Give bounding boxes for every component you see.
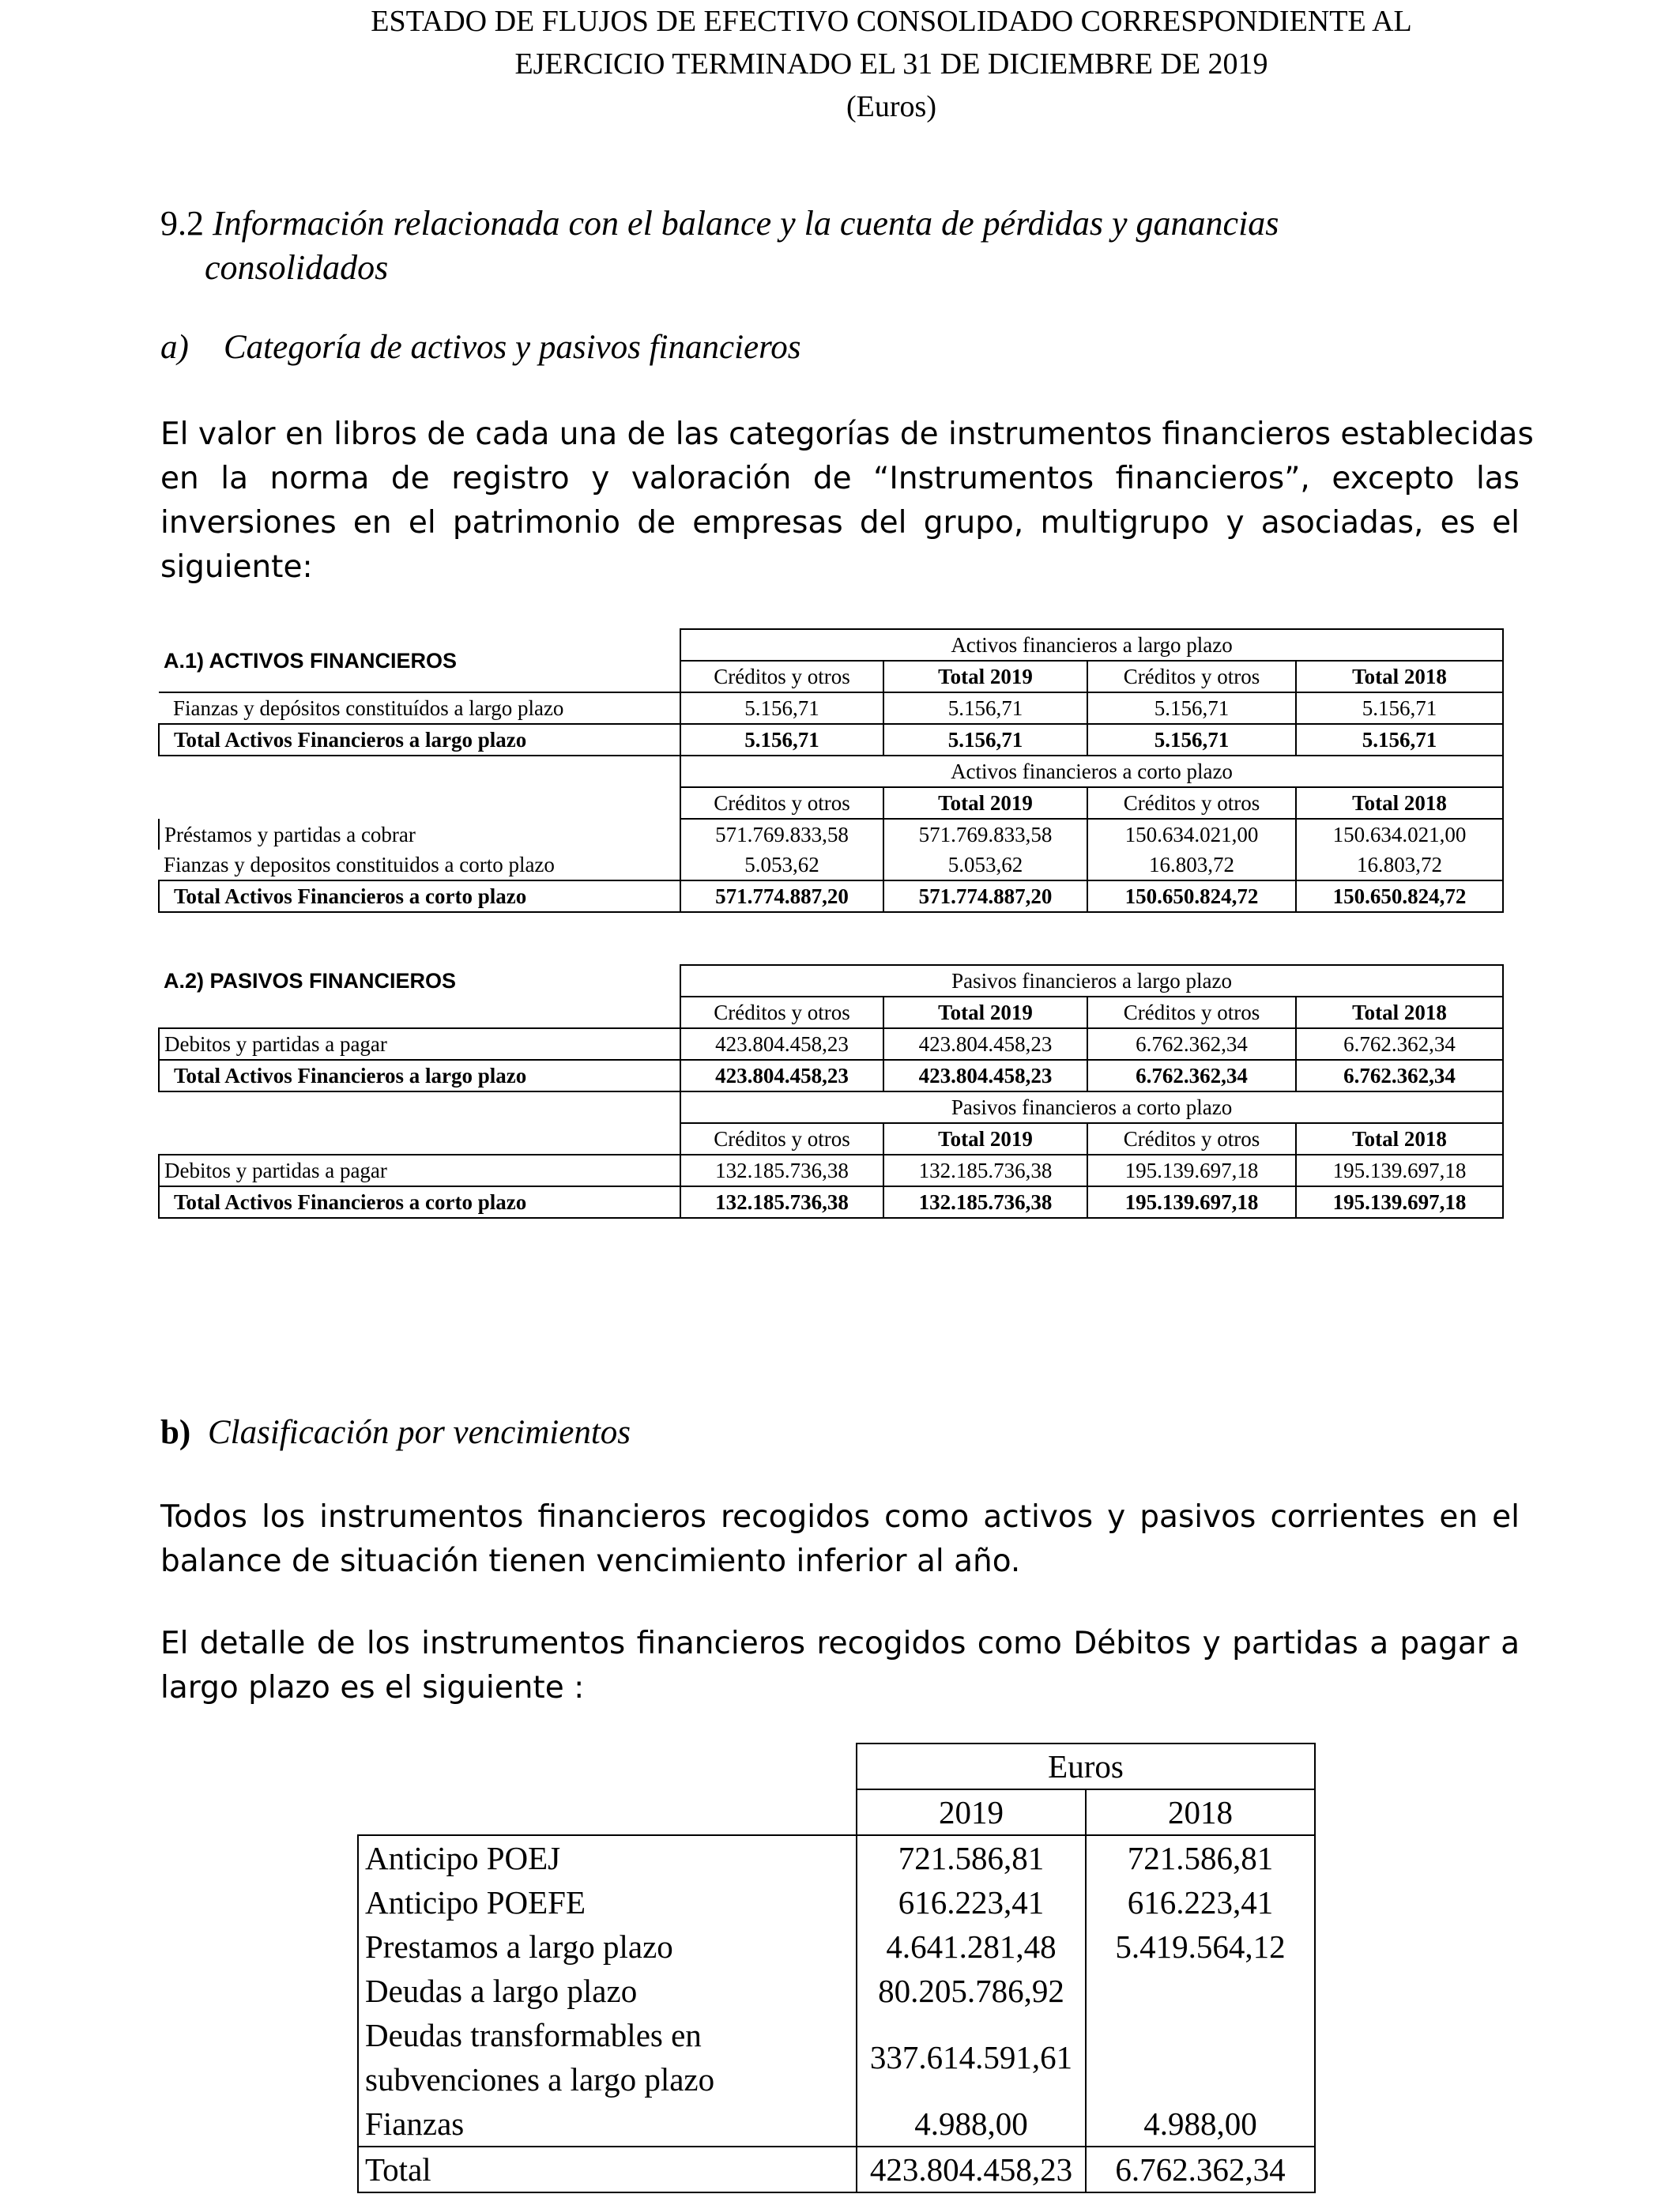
- cell-value: 195.139.697,18: [1296, 1155, 1503, 1186]
- cell-value: 5.053,62: [680, 850, 883, 880]
- cell-value: 423.804.458,23: [883, 1060, 1087, 1091]
- cell-value: 571.774.887,20: [680, 880, 883, 912]
- cell-value: 4.988,00: [1086, 2102, 1315, 2147]
- col-header: Créditos y otros: [680, 997, 883, 1028]
- pasivos-caption: A.2) PASIVOS FINANCIEROS: [164, 969, 457, 993]
- table-row: [358, 1789, 1315, 1835]
- col-header: Total 2019: [883, 1123, 1087, 1155]
- page-header: [0, 0, 1680, 128]
- col-header: Créditos y otros: [1087, 997, 1296, 1028]
- subsection-b-label: b): [160, 1414, 191, 1451]
- cell-value: 5.156,71: [1296, 724, 1503, 756]
- intro-line: en la norma de registro y valoración de “Instrumentos financieros”, excepto las: [160, 461, 1520, 496]
- row-total-label: Total Activos Financieros a corto plazo: [159, 1186, 680, 1218]
- paragraph-line: largo plazo es el siguiente :: [160, 1670, 585, 1706]
- row-label: Anticipo POEFE: [358, 1880, 857, 1924]
- table-row: [159, 1186, 1503, 1218]
- subsection-b-text: Clasificación por vencimientos: [208, 1414, 631, 1451]
- cell-value: 5.156,71: [680, 692, 883, 724]
- table-row: [358, 2102, 1315, 2147]
- activos-cp-header: Activos financieros a corto plazo: [680, 756, 1503, 787]
- header-line-1: ESTADO DE FLUJOS DE EFECTIVO CONSOLIDADO CORRESPONDIENTE AL: [371, 5, 1412, 38]
- cell-value: 195.139.697,18: [1087, 1155, 1296, 1186]
- col-header: Total 2019: [883, 661, 1087, 692]
- cell-value: 5.156,71: [883, 692, 1087, 724]
- row-label: [358, 2013, 857, 2102]
- table-row: [159, 629, 1503, 661]
- cell-value: 150.650.824,72: [1087, 880, 1296, 912]
- cell-value: 4.641.281,48: [857, 1924, 1086, 1969]
- paragraph-line: El detalle de los instrumentos financieros recogidos como Débitos y partidas a pagar a: [160, 1626, 1520, 1661]
- table-row: [159, 1091, 1503, 1123]
- col-header: Total 2018: [1296, 1123, 1503, 1155]
- cell-value: 16.803,72: [1296, 850, 1503, 880]
- row-label: Préstamos y partidas a cobrar: [159, 819, 680, 850]
- table-row: [159, 965, 1503, 997]
- pasivos-lp-header: Pasivos financieros a largo plazo: [680, 965, 1503, 997]
- row-label: Debitos y partidas a pagar: [159, 1028, 680, 1060]
- cell-value: 721.586,81: [857, 1835, 1086, 1880]
- cell-value: 5.053,62: [883, 850, 1087, 880]
- header-line-3: (Euros): [846, 90, 936, 123]
- cell-value: 132.185.736,38: [680, 1155, 883, 1186]
- col-header: Créditos y otros: [1087, 661, 1296, 692]
- row-label-line: subvenciones a largo plazo: [365, 2061, 715, 2098]
- table-row: [159, 724, 1503, 756]
- cell-value: 195.139.697,18: [1296, 1186, 1503, 1218]
- table-row: [358, 2013, 1315, 2102]
- table-row: [358, 2147, 1315, 2192]
- intro-line: inversiones en el patrimonio de empresas del grupo, multigrupo y asociadas, es el: [160, 505, 1520, 541]
- year-header: 2018: [1086, 1789, 1315, 1835]
- col-header: Total 2019: [883, 997, 1087, 1028]
- paragraph-line: balance de situación tienen vencimiento inferior al año.: [160, 1544, 1021, 1579]
- subsection-a-title: [160, 326, 801, 370]
- activos-lp-header: Activos financieros a largo plazo: [680, 629, 1503, 661]
- table-row: [159, 756, 1503, 787]
- header-line-2: EJERCICIO TERMINADO EL 31 DE DICIEMBRE DE 2019: [514, 47, 1268, 81]
- row-label: Fianzas y depositos constituidos a corto plazo: [164, 853, 555, 876]
- row-label: Fianzas y depósitos constituídos a largo plazo: [159, 692, 680, 724]
- cell-value: [1086, 2013, 1315, 2102]
- cell-value: 132.185.736,38: [883, 1186, 1087, 1218]
- cell-value: 16.803,72: [1087, 850, 1296, 880]
- row-label-line: Deudas transformables en: [365, 2017, 702, 2053]
- cell-value: 423.804.458,23: [857, 2147, 1086, 2192]
- col-header: Total 2018: [1296, 661, 1503, 692]
- cell-value: 5.156,71: [1087, 692, 1296, 724]
- table-row: [358, 1835, 1315, 1880]
- cell-value: 5.156,71: [1296, 692, 1503, 724]
- cell-value: 6.762.362,34: [1087, 1060, 1296, 1091]
- section-number: 9.2: [160, 204, 204, 243]
- intro-line: El valor en libros de cada una de las categorías de instrumentos financieros establecidas: [160, 417, 1534, 452]
- cell-value: 337.614.591,61: [857, 2013, 1086, 2102]
- section-title-line-2: consolidados: [205, 248, 389, 287]
- cell-value: 5.156,71: [680, 724, 883, 756]
- col-header: Total 2018: [1296, 997, 1503, 1028]
- cell-value: 423.804.458,23: [680, 1060, 883, 1091]
- table-row: [159, 787, 1503, 819]
- cell-value: 150.634.021,00: [1087, 819, 1296, 850]
- cell-value: 423.804.458,23: [680, 1028, 883, 1060]
- cell-value: 6.762.362,34: [1296, 1028, 1503, 1060]
- col-header: Créditos y otros: [680, 787, 883, 819]
- row-label: Deudas a largo plazo: [358, 1969, 857, 2013]
- subsection-a-label: a): [160, 329, 189, 366]
- row-total-label: Total Activos Financieros a corto plazo: [159, 880, 680, 912]
- intro-line: siguiente:: [160, 549, 313, 585]
- pasivos-financieros-table: [158, 964, 1504, 1219]
- cell-value: 6.762.362,34: [1086, 2147, 1315, 2192]
- row-label: Prestamos a largo plazo: [358, 1924, 857, 1969]
- activos-financieros-table: [158, 628, 1504, 913]
- cell-value: 423.804.458,23: [883, 1028, 1087, 1060]
- col-header: Créditos y otros: [680, 661, 883, 692]
- cell-value: 616.223,41: [1086, 1880, 1315, 1924]
- table-row: [358, 1969, 1315, 2013]
- table-row: [159, 997, 1503, 1028]
- cell-value: 721.586,81: [1086, 1835, 1315, 1880]
- euros-header: Euros: [857, 1744, 1315, 1789]
- col-header: Créditos y otros: [680, 1123, 883, 1155]
- table-row: [159, 692, 1503, 724]
- col-header: Total 2018: [1296, 787, 1503, 819]
- table-row: [159, 1028, 1503, 1060]
- section-title-line-1: Información relacionada con el balance y la cuenta de pérdidas y ganancias: [213, 204, 1279, 243]
- row-label: Anticipo POEJ: [358, 1835, 857, 1880]
- table-row: [159, 880, 1503, 912]
- col-header: Total 2019: [883, 787, 1087, 819]
- cell-value: 4.988,00: [857, 2102, 1086, 2147]
- table-row: [159, 1060, 1503, 1091]
- pasivos-cp-header: Pasivos financieros a corto plazo: [680, 1091, 1503, 1123]
- table-row: [358, 1880, 1315, 1924]
- vencimientos-paragraph-2: [160, 1622, 1520, 1710]
- cell-value: 5.419.564,12: [1086, 1924, 1315, 1969]
- row-total-label: Total Activos Financieros a largo plazo: [159, 1060, 680, 1091]
- table-row: [159, 819, 1503, 850]
- vencimientos-paragraph-1: [160, 1495, 1520, 1584]
- cell-value: 132.185.736,38: [680, 1186, 883, 1218]
- cell-value: 150.650.824,72: [1296, 880, 1503, 912]
- subsection-b-title: [160, 1411, 631, 1455]
- cell-value: 150.634.021,00: [1296, 819, 1503, 850]
- cell-value: 571.769.833,58: [680, 819, 883, 850]
- table-row: [159, 850, 1503, 880]
- table-row: [159, 1123, 1503, 1155]
- cell-value: 132.185.736,38: [883, 1155, 1087, 1186]
- cell-value: 6.762.362,34: [1087, 1028, 1296, 1060]
- activos-caption: A.1) ACTIVOS FINANCIEROS: [164, 648, 458, 673]
- section-title: [160, 202, 1520, 290]
- row-label: Debitos y partidas a pagar: [159, 1155, 680, 1186]
- table-row: [159, 1155, 1503, 1186]
- cell-value: 571.774.887,20: [883, 880, 1087, 912]
- cell-value: 5.156,71: [1087, 724, 1296, 756]
- row-total-label: Total Activos Financieros a largo plazo: [159, 724, 680, 756]
- row-label: Fianzas: [358, 2102, 857, 2147]
- cell-value: [1086, 1969, 1315, 2013]
- debitos-largo-plazo-table: [357, 1743, 1316, 2193]
- subsection-a-text: Categoría de activos y pasivos financieros: [224, 329, 801, 366]
- cell-value: 6.762.362,34: [1296, 1060, 1503, 1091]
- cell-value: 616.223,41: [857, 1880, 1086, 1924]
- table-row: [358, 1744, 1315, 1789]
- cell-value: 195.139.697,18: [1087, 1186, 1296, 1218]
- cell-value: 571.769.833,58: [883, 819, 1087, 850]
- col-header: Créditos y otros: [1087, 787, 1296, 819]
- year-header: 2019: [857, 1789, 1086, 1835]
- col-header: Créditos y otros: [1087, 1123, 1296, 1155]
- intro-paragraph: [160, 413, 1534, 590]
- cell-value: 80.205.786,92: [857, 1969, 1086, 2013]
- table-row: [358, 1924, 1315, 1969]
- paragraph-line: Todos los instrumentos financieros recogidos como activos y pasivos corrientes en el: [160, 1499, 1520, 1535]
- row-total-label: Total: [358, 2147, 857, 2192]
- cell-value: 5.156,71: [883, 724, 1087, 756]
